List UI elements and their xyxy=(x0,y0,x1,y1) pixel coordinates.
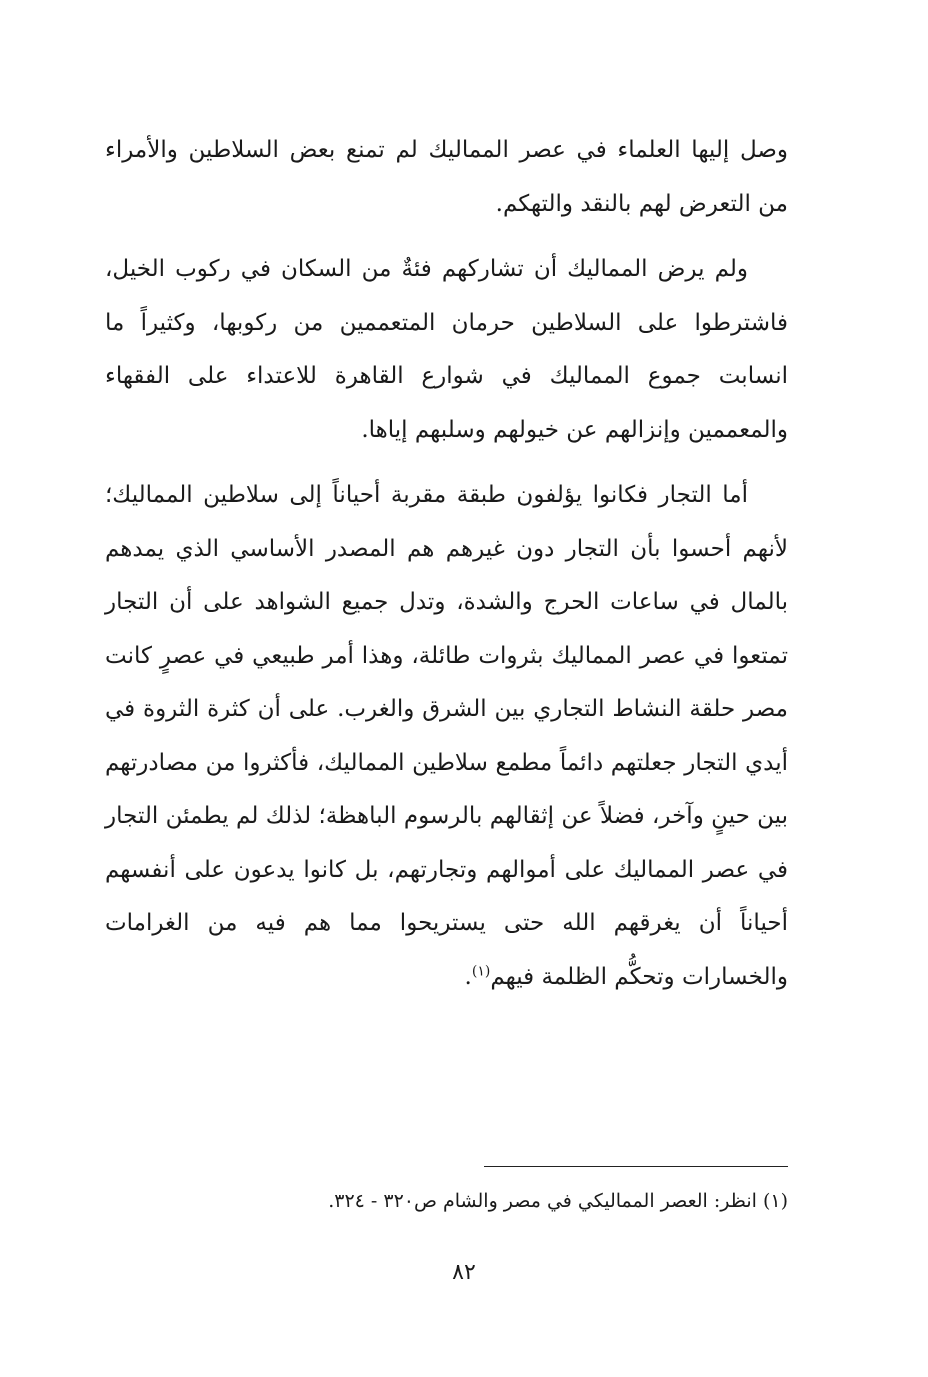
footnote-separator xyxy=(484,1166,788,1167)
footnote: (١) انظر: العصر المماليكي في مصر والشام ص٣٢٠ - ٣٢٤. xyxy=(328,1190,788,1212)
text-line: عن خيولهم وسلبهم إياها. xyxy=(361,416,598,443)
sentence-end: . xyxy=(464,963,472,990)
text-line: وصل إليها العلماء في عصر المماليك لم تمنع بعض السلاطين والأمراء من xyxy=(105,137,788,217)
footnote-reference[interactable]: (١) xyxy=(471,962,491,979)
text-line: تمتعوا في عصر المماليك بثروات طائلة، وهذا أمر طبيعي في عصرٍ كانت xyxy=(105,642,788,669)
text-line: أما التجار فكانوا يؤلفون طبقة مقربة أحياناً إلى سلاطين المماليك؛ xyxy=(105,482,748,508)
text-line: جموع المماليك في شوارع القاهرة للاعتداء على الفقهاء والمعممين وإنزالهم xyxy=(105,363,788,443)
text-line: أيدي التجار جعلتهم دائماً مطمع سلاطين المماليك، فأكثروا من xyxy=(205,749,788,776)
text-line: لأنهم أحسوا بأن التجار دون غيرهم هم المصدر الأساسي الذي يمدهم xyxy=(105,535,788,562)
text-line: مصادرتهم بين حينٍ وآخر، فضلاً عن إثقالهم بالرسوم الباهظة؛ لذلك لم xyxy=(105,749,789,829)
text-line: ولم يرض المماليك أن تشاركهم فئةٌ من السكان في ركوب الخيل، xyxy=(105,256,748,282)
text-line: التعرض لهم بالنقد والتهكم. xyxy=(495,190,751,217)
text-line: مصر حلقة النشاط التجاري بين الشرق والغرب. على أن كثرة الثروة في xyxy=(105,696,788,722)
text-line: بالمال في ساعات الحرج والشدة، وتدل جميع الشواهد على أن التجار xyxy=(105,589,788,615)
paragraph-1 xyxy=(105,124,788,231)
paragraph-2 xyxy=(105,243,788,457)
text-line: فاشترطوا على السلاطين حرمان المتعممين من ركوبها، وكثيراً ما انسابت xyxy=(105,309,789,389)
page-number: ٨٢ xyxy=(452,1260,476,1285)
text-line: والخسارات وتحكُّم الظلمة فيهم xyxy=(490,963,788,990)
paragraph-3 xyxy=(105,469,788,1004)
text-line: يطمئن التجار في عصر المماليك على أموالهم وتجارتهم، بل كانوا يدعون xyxy=(105,803,789,883)
body-text xyxy=(105,124,788,1004)
text-line: على أنفسهم أحياناً أن يغرقهم الله حتى يستريحوا مما هم فيه من الغرامات xyxy=(105,856,788,936)
